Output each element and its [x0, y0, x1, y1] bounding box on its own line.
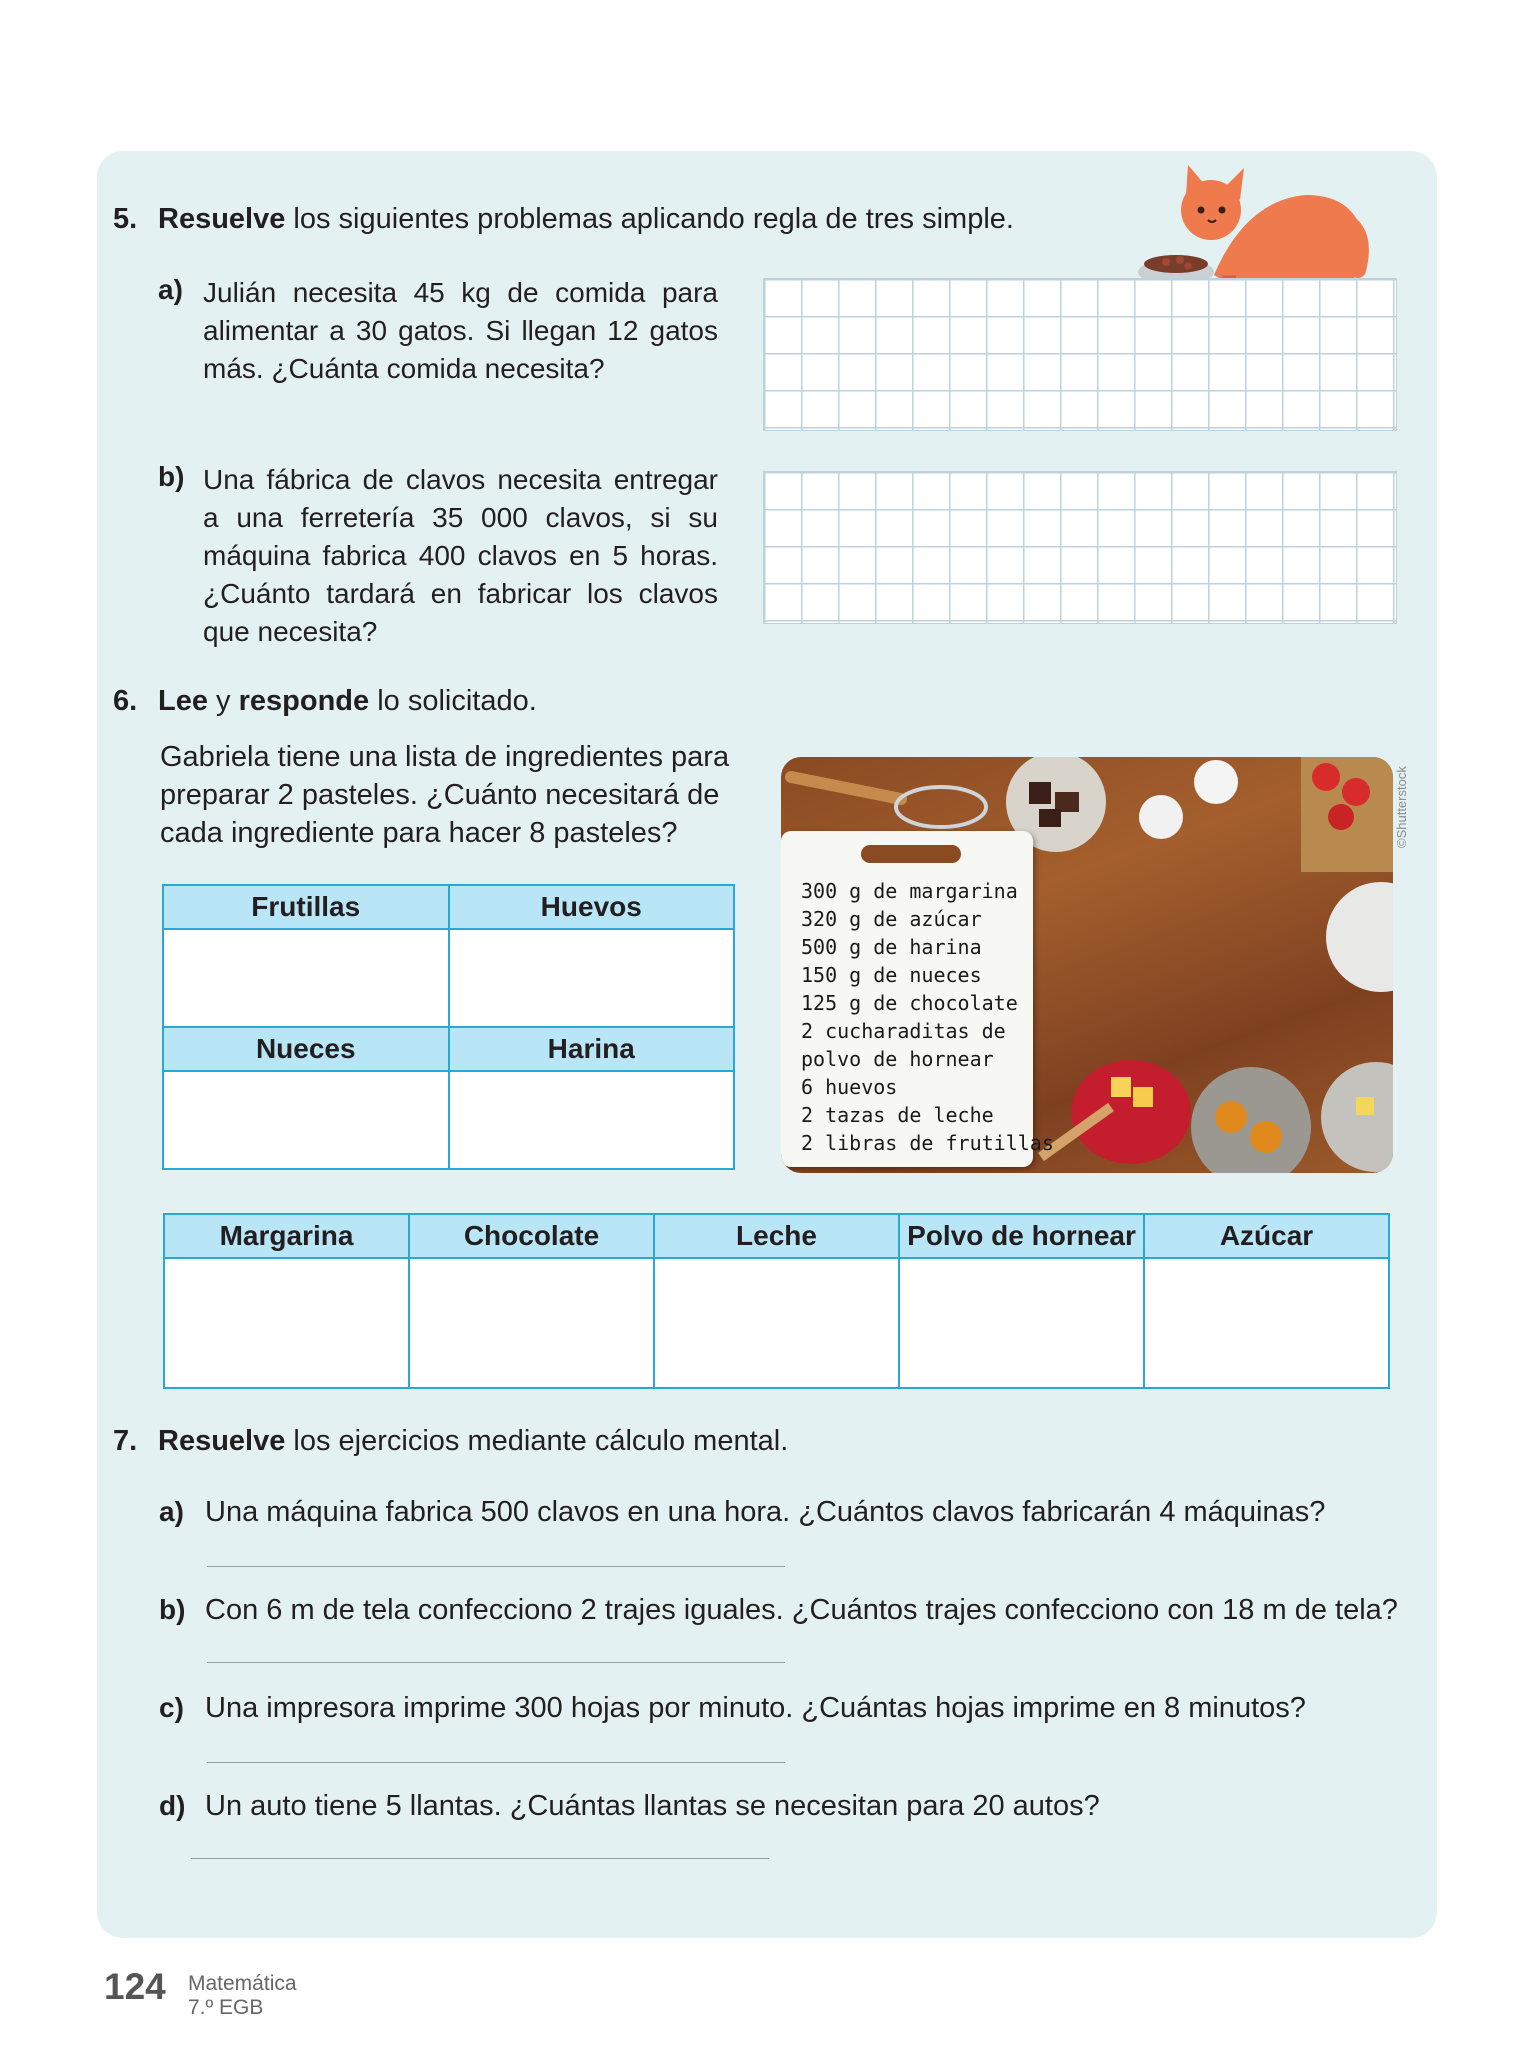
- page-number: 124: [104, 1966, 166, 2007]
- q6-instruction: Lee y responde lo solicitado.: [158, 685, 537, 717]
- egg-bowl: [1191, 1067, 1311, 1173]
- q5a-work-grid[interactable]: [763, 278, 1397, 431]
- q5b-work-grid[interactable]: [763, 471, 1397, 624]
- recipe-list: [801, 877, 1054, 1157]
- photo-credit: ©Shutterstock: [1394, 766, 1409, 848]
- col-huevos: Huevos: [449, 885, 735, 929]
- recipe-item: 125 g de chocolate: [801, 991, 1018, 1015]
- recipe-item: 2 libras de frutillas: [801, 1131, 1054, 1155]
- recipe-item: 500 g de harina: [801, 935, 982, 959]
- q5b-label: b): [158, 461, 185, 492]
- footer-subject: Matemática: [188, 1972, 297, 1995]
- q7a-text: Una máquina fabrica 500 clavos en una hora. ¿Cuántos clavos fabricarán 4 máquinas?: [205, 1496, 1326, 1528]
- recipe-item: 6 huevos: [801, 1075, 898, 1099]
- recipe-item: 300 g de margarina: [801, 879, 1018, 903]
- col-chocolate: Chocolate: [409, 1214, 654, 1258]
- q7c-label: c): [159, 1692, 184, 1723]
- q7b-text: Con 6 m de tela confecciono 2 trajes iguales. ¿Cuántos trajes confecciono con 18 m de tela?: [205, 1594, 1398, 1626]
- q7d-label: d): [159, 1790, 186, 1821]
- q7a-label: a): [159, 1496, 184, 1527]
- recipe-card: [781, 831, 1054, 1167]
- q7b-label: b): [159, 1594, 186, 1625]
- col-leche: Leche: [654, 1214, 899, 1258]
- q5-instruction: Resuelve los siguientes problemas aplicando regla de tres simple.: [158, 203, 1014, 235]
- col-nueces: Nueces: [163, 1027, 449, 1071]
- q6-number: 6.: [113, 685, 138, 717]
- recipe-item: 320 g de azúcar: [801, 907, 982, 931]
- q7b-answer-line[interactable]: [207, 1662, 785, 1663]
- q7c-text: Una impresora imprime 300 hojas por minuto. ¿Cuántas hojas imprime en 8 minutos?: [205, 1692, 1306, 1724]
- fruit-bowl: [1071, 1060, 1191, 1164]
- q5a-label: a): [158, 274, 183, 305]
- answer-huevos[interactable]: [449, 929, 735, 1027]
- q5a-text: Julián necesita 45 kg de comida para alimentar a 30 gatos. Si llegan 12 gatos más. ¿Cuánta comida necesita?: [203, 277, 718, 384]
- cat-illustration: [1136, 160, 1376, 295]
- answer-azucar[interactable]: [1144, 1258, 1389, 1388]
- q7c-answer-line[interactable]: [207, 1762, 785, 1763]
- col-margarina: Margarina: [164, 1214, 409, 1258]
- cat-food: [1144, 255, 1208, 273]
- q7-number: 7.: [113, 1425, 138, 1457]
- ingredient-table-small: [162, 884, 735, 1170]
- footer-grade: 7.º EGB: [188, 1996, 264, 2019]
- col-azucar: Azúcar: [1144, 1214, 1389, 1258]
- answer-margarina[interactable]: [164, 1258, 409, 1388]
- answer-polvo-de-hornear[interactable]: [899, 1258, 1144, 1388]
- col-frutillas: Frutillas: [163, 885, 449, 929]
- recipe-item: 2 tazas de leche: [801, 1103, 994, 1127]
- q7a-answer-line[interactable]: [207, 1566, 785, 1567]
- q7d-text: Un auto tiene 5 llantas. ¿Cuántas llantas se necesitan para 20 autos?: [205, 1790, 1100, 1822]
- recipe-item: 2 cucharaditas de: [801, 1019, 1006, 1043]
- ingredient-table-large: [163, 1213, 1390, 1389]
- answer-leche[interactable]: [654, 1258, 899, 1388]
- recipe-item: 150 g de nueces: [801, 963, 982, 987]
- recipe-photo: [781, 757, 1393, 1173]
- answer-frutillas[interactable]: [163, 929, 449, 1027]
- col-polvo-de-hornear: Polvo de hornear: [899, 1214, 1144, 1258]
- q5-number: 5.: [113, 203, 138, 235]
- q7-instruction: Resuelve los ejercicios mediante cálculo mental.: [158, 1425, 789, 1457]
- answer-chocolate[interactable]: [409, 1258, 654, 1388]
- answer-nueces[interactable]: [163, 1071, 449, 1169]
- q5b-text: Una fábrica de clavos necesita entregar a una ferretería 35 000 clavos, si su máquina fabrica 400 clavos en 5 horas. ¿Cuánto tardará en fabricar los clavos que necesita?: [203, 464, 718, 647]
- q6-intro: Gabriela tiene una lista de ingredientes para preparar 2 pasteles. ¿Cuánto necesitará de cada ingrediente para hacer 8 pasteles?: [160, 741, 730, 849]
- answer-harina[interactable]: [449, 1071, 735, 1169]
- col-harina: Harina: [449, 1027, 735, 1071]
- q7d-answer-line[interactable]: [191, 1858, 769, 1859]
- recipe-item: polvo de hornear: [801, 1047, 994, 1071]
